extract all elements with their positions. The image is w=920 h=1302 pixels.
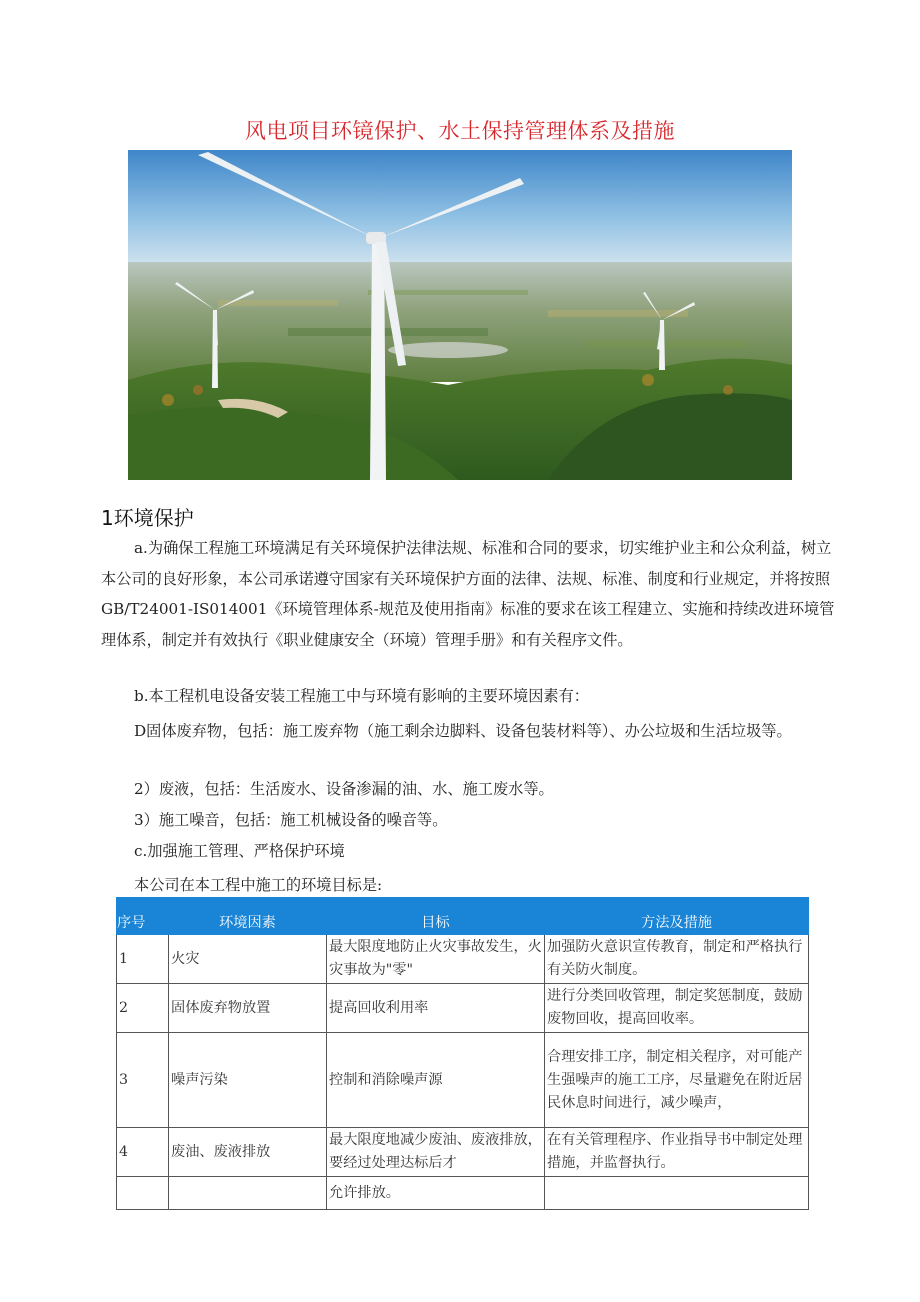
cell-no: 1: [117, 935, 169, 984]
header-factor: 环境因素: [169, 898, 327, 935]
cell-factor: 固体废弃物放置: [169, 984, 327, 1033]
cell-no: 3: [117, 1033, 169, 1128]
paragraph-b: b.本工程机电设备安装工程施工中与环境有影响的主要环境因素有：: [134, 687, 589, 705]
section-heading: 1环境保护: [101, 506, 194, 530]
cell-goal: 提高回收利用率: [327, 984, 545, 1033]
header-goal: 目标: [327, 898, 545, 935]
cell-factor: 火灾: [169, 935, 327, 984]
cell-method: 进行分类回收管理，制定奖惩制度，鼓励废物回收，提高回收率。: [545, 984, 809, 1033]
cell-goal: 最大限度地减少废油、废液排放，要经过处理达标后才: [327, 1128, 545, 1177]
cell-factor: 噪声污染: [169, 1033, 327, 1128]
table-row: [117, 984, 809, 1033]
header-no: 序号: [117, 898, 169, 935]
table-intro: 本公司在本工程中施工的环境目标是:: [134, 876, 383, 894]
list-item-3: 3）施工噪音，包括：施工机械设备的噪音等。: [134, 811, 448, 829]
cell-goal: 最大限度地防止火灾事故发生，火灾事故为"零": [327, 935, 545, 984]
table-header-row: [117, 898, 809, 935]
wind-turbine-landscape-icon: [128, 150, 792, 480]
cell-no: 2: [117, 984, 169, 1033]
table-row: [117, 1177, 809, 1210]
cell-method: 加强防火意识宣传教育，制定和严格执行有关防火制度。: [545, 935, 809, 984]
cell-method: 合理安排工序，制定相关程序，对可能产生强噪声的施工工序，尽量避免在附近居民休息时间进行，减少噪声，: [545, 1033, 809, 1128]
table-row: [117, 935, 809, 984]
wind-turbine-photo: [128, 150, 792, 480]
cell-method: 在有关管理程序、作业指导书中制定处理措施，并监督执行。: [545, 1128, 809, 1177]
cell-goal: 允许排放。: [327, 1177, 545, 1210]
cell-method: [545, 1177, 809, 1210]
cell-factor: [169, 1177, 327, 1210]
environment-goals-table: [116, 897, 809, 1210]
list-item-2: 2）废液，包括：生活废水、设备渗漏的油、水、施工废水等。: [134, 780, 554, 798]
cell-no: 4: [117, 1128, 169, 1177]
cell-goal: 控制和消除噪声源: [327, 1033, 545, 1128]
document-title: 风电项目环镜保护、水土保持管理体系及措施: [245, 119, 675, 143]
table-row: [117, 1128, 809, 1177]
paragraph-c: c.加强施工管理、严格保护环境: [134, 842, 345, 860]
cell-factor: 废油、废液排放: [169, 1128, 327, 1177]
paragraph-a: a.为确保工程施工环境满足有关环境保护法律法规、标准和合同的要求，切实维护业主和公众利益，树立本公司的良好形象，本公司承诺遵守国家有关环境保护方面的法律、法规、标准、制度和行业规定，并将按照GB/T24001-IS014001《环境管理体系-规范及使用指南》标准的要求在该工程建立、实施和持续改进环境管理体系，制定并有效执行《职业健康安全（环境）管理手册》和有关程序文件。: [101, 539, 835, 649]
list-item-1: D固体废弃物，包括：施工废弃物（施工剩余边脚料、设备包装材料等）、办公垃圾和生活垃圾等。: [134, 722, 792, 740]
table-row: [117, 1033, 809, 1128]
header-method: 方法及措施: [545, 898, 809, 935]
cell-no: [117, 1177, 169, 1210]
